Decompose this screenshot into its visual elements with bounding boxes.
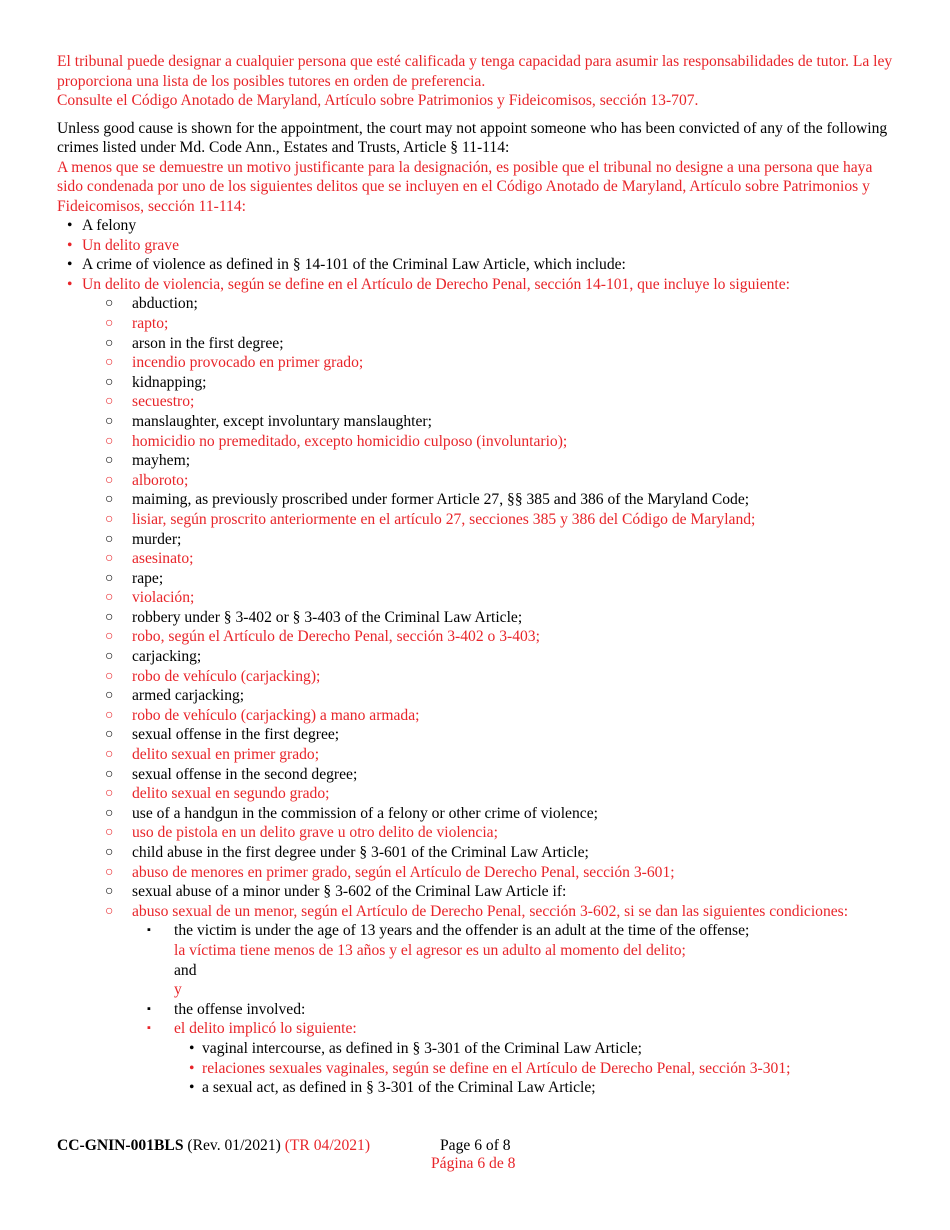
circle-marker: ○ [105,688,114,704]
circle-marker: ○ [105,707,114,723]
page-footer [57,1137,897,1172]
crime-text: sexual abuse of a minor under § 3-602 of the Criminal Law Article if: [132,883,567,901]
circle-marker: ○ [105,747,114,763]
crime-item-es [57,784,897,804]
crime-text: rapto; [132,314,169,332]
crime-item-es [57,471,897,491]
bullet-marker: • [67,236,73,254]
circle-marker: ○ [105,453,114,469]
circle-marker: ○ [105,374,114,390]
crime-item-es [57,392,897,412]
crime-item-en [57,451,897,471]
circle-marker: ○ [105,433,114,449]
crime-item-en [57,843,897,863]
circle-marker: ○ [105,825,114,841]
list-item-felony-en: • A felony [67,217,137,234]
crime-text: arson in the first degree; [132,334,284,352]
crime-text: use of a handgun in the commission of a felony or other crime of violence; [132,804,598,822]
crime-text: delito sexual en primer grado; [132,746,320,764]
crime-text: armed carjacking; [132,687,245,705]
crime-item-en [57,412,897,432]
circle-marker: ○ [105,903,114,919]
crime-item-es [57,510,897,530]
circle-marker: ○ [105,609,114,625]
crime-text: violación; [132,589,195,607]
crime-text: sexual offense in the second degree; [132,765,358,783]
crime-item-es [57,627,897,647]
crime-text: delito sexual en segundo grado; [132,785,330,803]
list-item-violence-en: • A crime of violence as defined in § 14-101 of the Criminal Law Article, which include: [67,256,626,274]
crime-text: alboroto; [132,471,189,489]
condition-offense-es: ▪ el delito implicó lo siguiente: [147,1020,357,1038]
disqualification-paragraph-es: A menos que se demuestre un motivo justificante para la designación, es posible que el tribunal no designe a una persona que haya sido condenada por uno de los siguientes delitos que se incluyen en el Código Anotado de Maryland, Artículo sobre Patrimonios y Fideicomisos, sección 11-114: [57,158,873,215]
crime-text: murder; [132,530,182,548]
crime-item-en [57,490,897,510]
circle-marker: ○ [105,492,114,508]
crime-item-es [57,588,897,608]
crime-item-es [57,823,897,843]
crime-item-es [57,667,897,687]
crime-text: mayhem; [132,452,191,470]
form-code: CC-GNIN-001BLS [57,1137,184,1154]
list-item-violence-es: • Un delito de violencia, según se define en el Artículo de Derecho Penal, sección 14-101, que incluye lo siguiente: [67,275,791,293]
crime-text: abuso de menores en primer grado, según el Artículo de Derecho Penal, sección 3-601; [132,863,675,881]
square-marker: ▪ [147,1022,151,1035]
circle-marker: ○ [105,629,114,645]
bullet-marker: • [189,1059,195,1077]
circle-marker: ○ [105,668,114,684]
crime-item-es [57,745,897,765]
bullet-marker: • [67,256,73,274]
crime-text: uso de pistola en un delito grave u otro delito de violencia; [132,824,498,842]
crime-text: child abuse in the first degree under § 3-601 of the Criminal Law Article; [132,844,589,861]
circle-marker: ○ [105,845,114,860]
condition-victim-en: ▪ the victim is under the age of 13 years and the offender is an adult at the time of the offense; [147,922,750,940]
circle-marker: ○ [105,590,114,606]
circle-marker: ○ [105,355,114,371]
crime-text: homicidio no premeditado, excepto homicidio culposo (involuntario); [132,432,568,450]
crime-item-en [57,334,897,354]
crime-text: sexual offense in the first degree; [132,726,340,744]
circle-marker: ○ [105,413,114,429]
crime-item-en [57,765,897,785]
form-revision: (Rev. 01/2021) [187,1137,281,1154]
circle-marker: ○ [105,884,114,900]
crime-item-en [57,530,897,550]
conjunction-and-es: y [174,981,182,999]
act-sexual-en: • a sexual act, as defined in § 3-301 of the Criminal Law Article; [189,1079,596,1097]
conjunction-and-en: and [174,961,197,979]
square-marker: ▪ [147,924,151,937]
bullet-marker: • [67,217,73,234]
crime-item-en [57,725,897,745]
translation-revision: (TR 04/2021) [284,1137,371,1154]
crime-text: manslaughter, except involuntary manslaughter; [132,412,432,430]
circle-marker: ○ [105,786,114,802]
crime-item-es [57,902,897,922]
circle-marker: ○ [105,315,114,331]
crime-item-es [57,706,897,726]
page-number-en: Page 6 of 8 [440,1137,511,1154]
circle-marker: ○ [105,511,114,527]
crime-item-en [57,804,897,824]
crime-text: abuso sexual de un menor, según el Artículo de Derecho Penal, sección 3-602, si se dan las siguientes condiciones: [132,902,849,920]
circle-marker: ○ [105,727,114,743]
crime-text: carjacking; [132,648,202,666]
condition-victim-es: la víctima tiene menos de 13 años y el agresor es un adulto al momento del delito; [174,941,686,959]
crime-item-en [57,686,897,706]
crime-item-es [57,863,897,883]
crime-list [57,216,897,1098]
crime-item-en [57,569,897,589]
act-vaginal-en: • vaginal intercourse, as defined in § 3-301 of the Criminal Law Article; [189,1039,642,1057]
circle-marker: ○ [105,394,114,410]
condition-offense-en: ▪ the offense involved: [147,1000,306,1018]
circle-marker: ○ [105,864,114,880]
circle-marker: ○ [105,766,114,782]
square-marker: ▪ [147,1002,151,1015]
crime-text: abduction; [132,295,198,313]
act-vaginal-es: • relaciones sexuales vaginales, según se define en el Artículo de Derecho Penal, sección 3-301; [189,1059,791,1077]
crime-text: secuestro; [132,393,195,411]
crime-item-es [57,353,897,373]
page-content [57,52,897,1098]
bullet-marker: • [189,1039,195,1057]
circle-marker: ○ [105,531,114,547]
crime-text: robo de vehículo (carjacking); [132,667,321,685]
crime-item-en [57,882,897,902]
circle-marker: ○ [105,649,114,665]
crime-text: robo, según el Artículo de Derecho Penal, sección 3-402 o 3-403; [132,628,540,646]
circle-marker: ○ [105,296,114,312]
crime-text: robbery under § 3-402 or § 3-403 of the Criminal Law Article; [132,608,523,626]
crime-item-en [57,294,897,314]
bullet-marker: • [67,275,73,293]
crime-text: rape; [132,569,164,587]
crime-text: robo de vehículo (carjacking) a mano armada; [132,706,420,724]
circle-marker: ○ [105,570,114,586]
intro-spanish-text: El tribunal puede designar a cualquier persona que esté calificada y tenga capacidad para asumir las responsabilidades de tutor. La ley proporciona una lista de los posibles tutores en orden de preferencia. [57,53,893,90]
circle-marker: ○ [105,805,114,821]
crime-text: maiming, as previously proscribed under former Article 27, §§ 385 and 386 of the Maryland Code; [132,491,750,509]
page-number-es: Página 6 de 8 [431,1155,516,1172]
crime-item-es [57,549,897,569]
crime-item-en [57,647,897,667]
crime-text: incendio provocado en primer grado; [132,354,364,372]
intro-spanish-reference: Consulte el Código Anotado de Maryland, Artículo sobre Patrimonios y Fideicomisos, sección 13-707. [57,92,699,109]
crime-text: kidnapping; [132,373,207,391]
bullet-marker: • [189,1079,195,1097]
circle-marker: ○ [105,551,114,567]
crime-item-en [57,608,897,628]
crime-text: lisiar, según proscrito anteriormente en el artículo 27, secciones 385 y 386 del Código de Maryland; [132,510,756,528]
circle-marker: ○ [105,472,114,488]
crime-item-en [57,373,897,393]
circle-marker: ○ [105,335,114,351]
crime-text: asesinato; [132,550,194,568]
crime-item-es [57,432,897,452]
violent-crimes-list [57,294,897,921]
list-item-felony-es: • Un delito grave [67,236,179,254]
crime-item-es [57,314,897,334]
disqualification-paragraph-en: Unless good cause is shown for the appointment, the court may not appoint someone who has been convicted of any of the following crimes listed under Md. Code Ann., Estates and Trusts, Article § 11-114: [57,119,888,156]
